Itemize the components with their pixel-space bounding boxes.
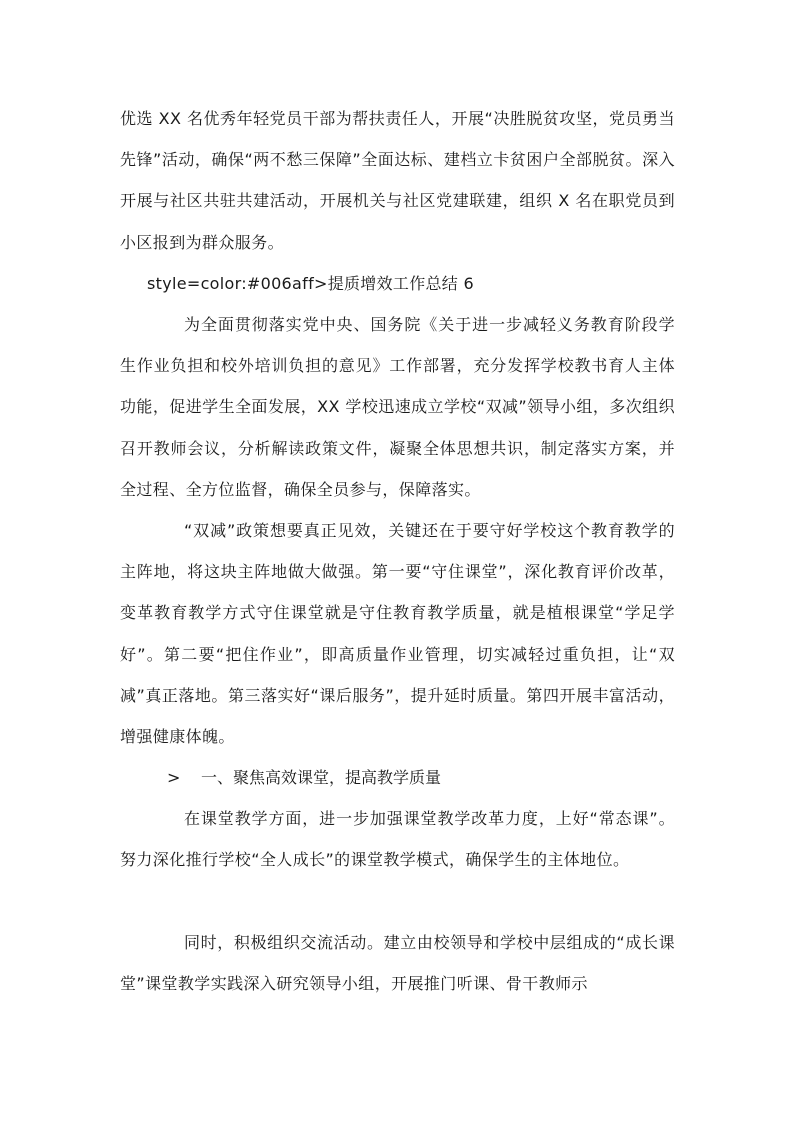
section-heading-text: 一、聚焦高效课堂，提高教学质量	[201, 768, 442, 787]
paragraph-classroom-teaching: 在课堂教学方面，进一步加强课堂教学改革力度，上好“常态课”。努力深化推行学校“全人成长”的课堂教学模式，确保学生的主体地位。	[120, 809, 675, 870]
section-heading	[167, 757, 441, 798]
paragraph-exchange-activities: 同时，积极组织交流活动。建立由校领导和学校中层组成的“成长课堂”课堂教学实践深入研究领导小组，开展推门听课、骨干教师示	[120, 933, 675, 994]
paragraph-double-reduction-intro: 为全面贯彻落实党中央、国务院《关于进一步减轻义务教育阶段学生作业负担和校外培训负担的意见》工作部署，充分发挥学校教书育人主体功能，促进学生全面发展，XX 学校迅速成立学校“双减”领导小组，多次组织召开教师会议，分析解读政策文件，凝聚全体思想共识，制定落实方案，并全过程、全方位监督，确保全员参与，保障落实。	[120, 315, 675, 499]
paragraph-double-reduction-policy: “双减”政策想要真正见效，关键还在于要守好学校这个教育教学的主阵地，将这块主阵地做大做强。第一要“守住课堂”，深化教育评价改革，变革教育教学方式守住课堂就是守住教育教学质量，就是植根课堂“学足学好”。第二要“把住作业”，即高质量作业管理，切实减轻过重负担，让“双减”真正落地。第三落实好“课后服务”，提升延时质量。第四开展丰富活动，增强健康体魄。	[120, 521, 675, 747]
section-marker: >	[167, 768, 181, 787]
summary-title-line: style=color:#006aff>提质增效工作总结 6	[147, 274, 474, 293]
paragraph-party-poverty: 优选 XX 名优秀年轻党员干部为帮扶责任人，开展“决胜脱贫攻坚，党员勇当先锋”活动，确保“两不愁三保障”全面达标、建档立卡贫困户全部脱贫。深入开展与社区共驻共建活动，开展机关与社区党建联建，组织 X 名在职党员到小区报到为群众服务。	[120, 109, 675, 252]
